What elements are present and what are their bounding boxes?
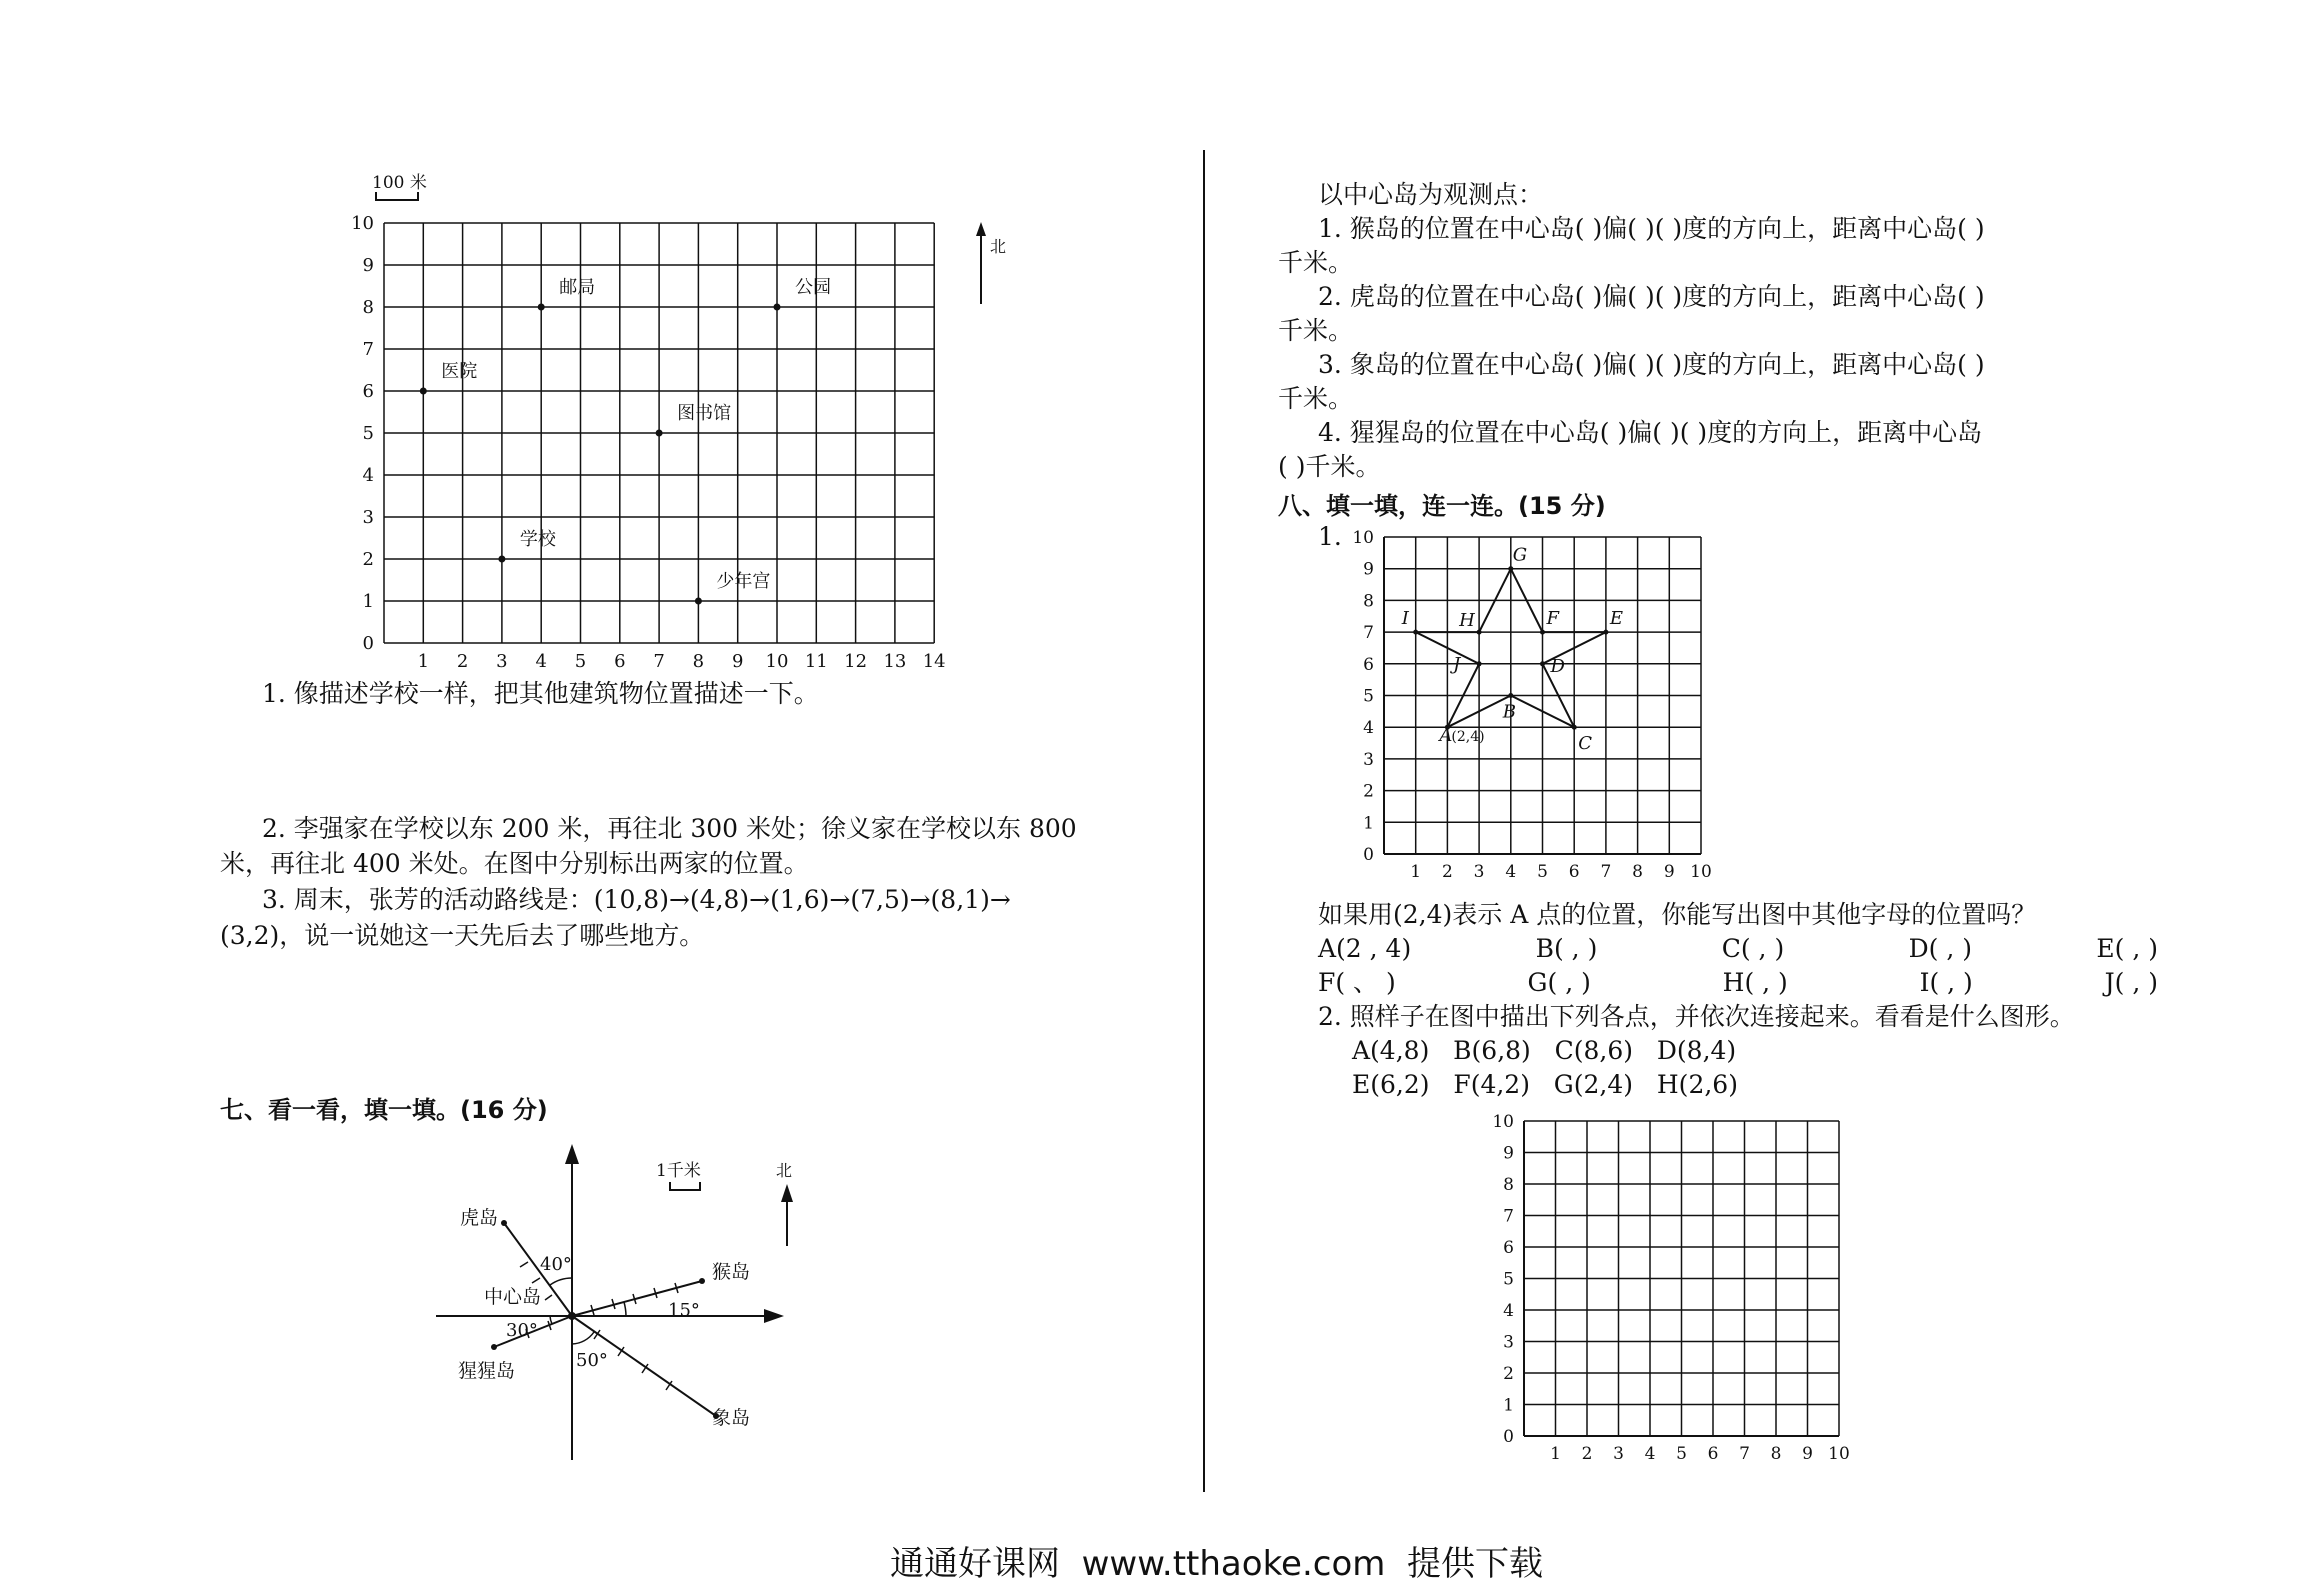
section-8-heading: 八、填一填，连一连。(15 分) xyxy=(1278,492,1606,520)
grid2-x-tick-label: 9 xyxy=(1663,862,1675,882)
grid1-y-tick-label: 7 xyxy=(362,339,374,360)
place-point xyxy=(420,388,427,395)
fill-4: 4. 猩猩岛的位置在中心岛( )偏( )( )度的方向上，距离中心岛 xyxy=(1318,418,1983,447)
grid1-x-tick-label: 8 xyxy=(692,651,705,672)
grid2-x-tick-label: 2 xyxy=(1441,862,1453,882)
place-label: 图书馆 xyxy=(677,403,732,424)
row2-answer-blank: G( , ) xyxy=(1527,968,1591,997)
grid2-y-tick-label: 0 xyxy=(1363,844,1374,865)
fill-4-unit: ( )千米。 xyxy=(1278,452,1381,481)
grid3-y-tick-label: 9 xyxy=(1503,1143,1514,1164)
label-tiger-island: 虎岛 xyxy=(460,1207,499,1229)
row1-answer-blank: B( , ) xyxy=(1535,934,1598,963)
grid3-y-tick-label: 6 xyxy=(1503,1237,1514,1258)
grid1-y-tick-label: 1 xyxy=(362,591,374,612)
angle-elephant: 50° xyxy=(576,1350,608,1371)
row1-answer-blank: A(2 , 4) xyxy=(1318,934,1412,963)
scale-bar xyxy=(376,192,418,200)
star-point-label: B xyxy=(1502,701,1517,723)
place-point xyxy=(656,430,663,437)
grid1-y-tick-label: 5 xyxy=(362,423,374,444)
grid1-y-tick-label: 10 xyxy=(351,213,374,234)
star-point xyxy=(1540,661,1545,666)
grid1-x-tick-label: 3 xyxy=(496,651,508,672)
grid3-y-tick-label: 7 xyxy=(1503,1206,1514,1227)
grid2-y-tick-label: 8 xyxy=(1363,591,1374,612)
grid2-x-tick-label: 7 xyxy=(1600,862,1612,882)
grid3-x-tick-label: 7 xyxy=(1739,1444,1750,1464)
points-row-2: E(6,2) F(4,2) G(2,4) H(2,6) xyxy=(1352,1070,1738,1099)
fill-2-unit: 千米。 xyxy=(1278,316,1354,345)
grid2-y-tick-label: 1 xyxy=(1363,813,1374,834)
grid1-x-tick-label: 1 xyxy=(417,651,430,672)
star-point xyxy=(1540,630,1545,635)
question-1: 1. 像描述学校一样，把其他建筑物位置描述一下。 xyxy=(262,679,819,708)
question-3-line-2: (3,2)，说一说她这一天先后去了哪些地方。 xyxy=(220,921,705,950)
point-a-coordinate: (2,4) xyxy=(1451,729,1485,746)
grid3-x-tick-label: 5 xyxy=(1676,1444,1687,1464)
grid1-y-tick-label: 2 xyxy=(362,549,374,570)
grid1-y-tick-label: 8 xyxy=(362,297,374,318)
q8-2: 2. 照样子在图中描出下列各点，并依次连接起来。看看是什么图形。 xyxy=(1318,1002,2075,1031)
grid2-x-tick-label: 6 xyxy=(1568,862,1580,882)
section-7-heading: 七、看一看，填一填。(16 分) xyxy=(220,1096,548,1124)
label-monkey-island: 猴岛 xyxy=(712,1261,751,1283)
grid1-x-tick-label: 6 xyxy=(614,651,626,672)
grid1-x-tick-label: 10 xyxy=(765,651,789,672)
row2-answer-blank: J( , ) xyxy=(2104,968,2158,997)
place-label: 公园 xyxy=(795,277,831,298)
fill-2: 2. 虎岛的位置在中心岛( )偏( )( )度的方向上，距离中心岛( ) xyxy=(1318,282,1985,311)
grid3-x-tick-label: 1 xyxy=(1550,1444,1561,1464)
scale-label: 100 米 xyxy=(372,173,427,193)
question-3-line-1: 3. 周末，张芳的活动路线是：(10,8)→(4,8)→(1,6)→(7,5)→(8,1)→ xyxy=(262,885,1011,914)
row2-answer-blank: F( 、 ) xyxy=(1318,968,1396,997)
grid1-x-tick-label: 2 xyxy=(456,651,469,672)
answer-row-2 xyxy=(1318,966,2158,1000)
place-label: 医院 xyxy=(441,361,478,382)
grid2-y-tick-label: 3 xyxy=(1363,749,1374,770)
label-elephant-island: 象岛 xyxy=(712,1407,751,1429)
star-point-label: I xyxy=(1401,608,1409,630)
grid2-x-tick-label: 10 xyxy=(1690,862,1712,882)
grid3-y-tick-label: 8 xyxy=(1503,1174,1514,1195)
place-point xyxy=(695,598,702,605)
grid2-y-tick-label: 2 xyxy=(1363,781,1374,802)
footer-credit: 通通好课网 www.tthaoke.com 提供下载 xyxy=(890,1544,1544,1584)
star-point xyxy=(1603,630,1608,635)
angle-monkey: 15° xyxy=(668,1300,700,1321)
grid-map-chart xyxy=(340,170,1007,680)
grid2-x-tick-label: 1 xyxy=(1410,862,1422,882)
grid1-x-tick-label: 7 xyxy=(653,651,665,672)
star-point-label: C xyxy=(1578,733,1592,755)
grid1-x-tick-label: 5 xyxy=(574,651,587,672)
grid3-x-tick-label: 2 xyxy=(1581,1444,1593,1464)
observation-point: 以中心岛为观测点： xyxy=(1318,180,1544,209)
place-label: 邮局 xyxy=(559,277,596,298)
place-point xyxy=(538,304,545,311)
grid2-y-tick-label: 9 xyxy=(1363,559,1374,580)
grid2-x-tick-label: 3 xyxy=(1473,862,1485,882)
star-point xyxy=(1508,693,1513,698)
grid2-y-tick-label: 4 xyxy=(1363,718,1374,739)
grid3-x-tick-label: 10 xyxy=(1828,1444,1850,1464)
fill-1: 1. 猴岛的位置在中心岛( )偏( )( )度的方向上，距离中心岛( ) xyxy=(1318,214,1985,243)
grid2-x-tick-label: 8 xyxy=(1632,862,1644,882)
compass-north-arrow-icon xyxy=(781,1184,793,1246)
grid2-y-tick-label: 6 xyxy=(1363,654,1374,675)
star-point-label: H xyxy=(1459,610,1475,632)
grid3-y-tick-label: 5 xyxy=(1503,1269,1514,1290)
star-point-label: E xyxy=(1609,608,1624,630)
grid3-x-tick-label: 8 xyxy=(1770,1444,1782,1464)
row2-answer-blank: H( , ) xyxy=(1722,968,1788,997)
grid3-y-tick-label: 10 xyxy=(1492,1111,1514,1132)
label-center-island: 中心岛 xyxy=(484,1286,542,1308)
grid3-y-tick-label: 3 xyxy=(1503,1332,1514,1353)
angle-tiger: 40° xyxy=(540,1254,572,1275)
fill-3: 3. 象岛的位置在中心岛( )偏( )( )度的方向上，距离中心岛( ) xyxy=(1318,350,1985,379)
grid3-y-tick-label: 2 xyxy=(1503,1363,1514,1384)
km-scale-bar xyxy=(670,1182,700,1190)
grid1-x-tick-label: 4 xyxy=(535,651,547,672)
grid3-y-tick-label: 1 xyxy=(1503,1395,1514,1416)
grid1-y-tick-label: 0 xyxy=(362,633,374,654)
grid3-x-tick-label: 4 xyxy=(1644,1444,1656,1464)
star-point xyxy=(1508,566,1513,571)
grid3-x-tick-label: 6 xyxy=(1707,1444,1719,1464)
star-point-label: J xyxy=(1453,653,1461,675)
place-point xyxy=(774,304,781,311)
grid3-x-tick-label: 3 xyxy=(1613,1444,1624,1464)
grid1-y-tick-label: 6 xyxy=(362,381,374,402)
fill-1-unit: 千米。 xyxy=(1278,248,1354,277)
star-point xyxy=(1413,630,1418,635)
km-scale-label: 1千米 xyxy=(656,1161,701,1181)
grid2-x-tick-label: 5 xyxy=(1537,862,1548,882)
direction-diagram xyxy=(430,1140,810,1470)
star-point-label: D xyxy=(1550,655,1565,677)
star-point-label: F xyxy=(1546,608,1559,630)
grid1-x-tick-label: 13 xyxy=(883,651,907,672)
grid1-y-tick-label: 9 xyxy=(362,255,374,276)
question-2-line-1: 2. 李强家在学校以东 200 米，再往北 300 米处；徐义家在学校以东 800 xyxy=(262,814,1077,843)
points-row-1: A(4,8) B(6,8) C(8,6) D(8,4) xyxy=(1352,1036,1737,1065)
star-point xyxy=(1477,661,1482,666)
grid1-x-tick-label: 11 xyxy=(804,651,828,672)
star-grid-chart xyxy=(1340,528,1830,888)
blank-grid-chart xyxy=(1480,1100,1970,1464)
row1-answer-blank: D( , ) xyxy=(1908,934,1972,963)
grid2-y-tick-label: 7 xyxy=(1363,623,1374,644)
grid1-x-tick-label: 14 xyxy=(922,651,946,672)
grid3-x-tick-label: 9 xyxy=(1802,1444,1813,1464)
row1-answer-blank: C( , ) xyxy=(1721,934,1785,963)
star-point xyxy=(1572,725,1577,730)
place-label: 少年宫 xyxy=(716,571,771,592)
answer-row-1 xyxy=(1318,932,2158,966)
place-label: 学校 xyxy=(519,529,556,550)
star-point-label: A xyxy=(1439,725,1453,747)
grid2-y-tick-label: 10 xyxy=(1352,527,1374,548)
north-arrow-icon xyxy=(976,222,986,304)
q8-ask: 如果用(2,4)表示 A 点的位置，你能写出图中其他字母的位置吗？ xyxy=(1318,900,2037,929)
grid2-y-tick-label: 5 xyxy=(1363,686,1374,707)
q8-1-number: 1. xyxy=(1318,522,1342,551)
label-orangutan-island: 猩猩岛 xyxy=(458,1360,516,1382)
place-point xyxy=(498,556,505,563)
angle-orangutan: 30° xyxy=(506,1320,538,1341)
star-point-label: G xyxy=(1512,544,1528,566)
grid1-y-tick-label: 3 xyxy=(362,507,374,528)
column-divider xyxy=(1203,150,1205,1492)
grid3-y-tick-label: 4 xyxy=(1503,1300,1514,1321)
grid1-y-tick-label: 4 xyxy=(362,465,374,486)
grid3-y-tick-label: 0 xyxy=(1503,1426,1514,1447)
north-label: 北 xyxy=(990,237,1007,256)
grid1-x-tick-label: 12 xyxy=(844,651,868,672)
fill-3-unit: 千米。 xyxy=(1278,384,1354,413)
row1-answer-blank: E( , ) xyxy=(2096,934,2158,963)
row2-answer-blank: I( , ) xyxy=(1919,968,1973,997)
question-2-line-2: 米，再往北 400 米处。在图中分别标出两家的位置。 xyxy=(220,849,809,878)
grid2-x-tick-label: 4 xyxy=(1505,862,1517,882)
star-point xyxy=(1477,630,1482,635)
grid1-x-tick-label: 9 xyxy=(731,651,744,672)
compass-north-label: 北 xyxy=(776,1161,793,1180)
